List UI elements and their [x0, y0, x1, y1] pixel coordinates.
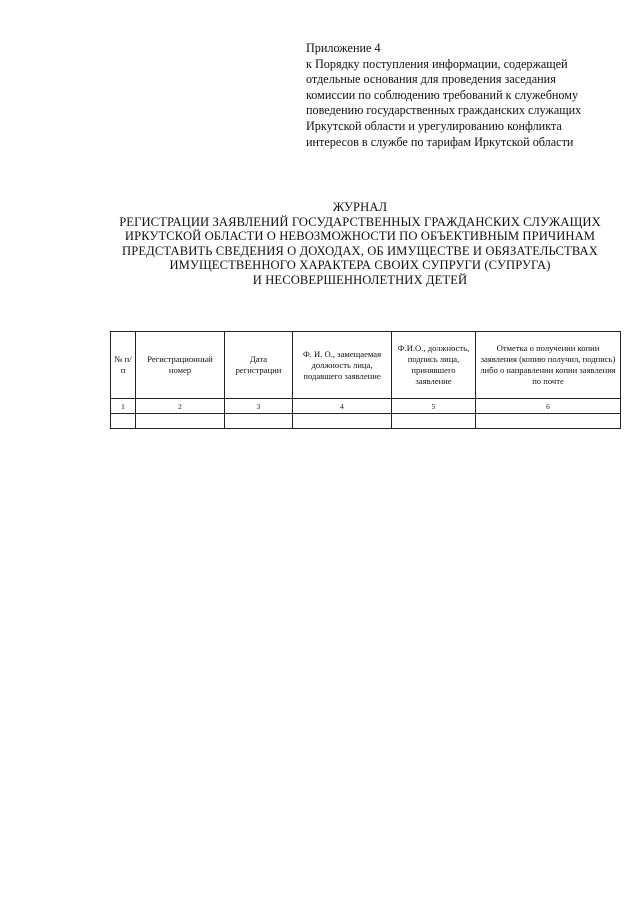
table-cell — [476, 414, 621, 429]
table-cell — [225, 414, 293, 429]
column-header-receiver: Ф.И.О., должность, подпись лица, принявшего заявление — [392, 332, 476, 399]
column-number: 4 — [293, 399, 392, 414]
column-number: 2 — [136, 399, 225, 414]
column-number-row — [111, 399, 621, 414]
table-row — [111, 414, 621, 429]
column-number: 6 — [476, 399, 621, 414]
appendix-line: Иркутской области и урегулированию конфликта — [306, 118, 562, 133]
column-header-registration-date: Дата регистрации — [225, 332, 293, 399]
appendix-line: поведению государственных гражданских служащих — [306, 103, 582, 118]
appendix-line: Приложение 4 — [306, 41, 381, 55]
title-line: ИРКУТСКОЙ ОБЛАСТИ О НЕВОЗМОЖНОСТИ ПО ОБЪЕКТИВНЫМ ПРИЧИНАМ — [124, 229, 596, 244]
table-cell — [293, 414, 392, 429]
column-header-registration-number: Регистрационный номер — [136, 332, 225, 399]
column-number: 1 — [111, 399, 136, 414]
appendix-line: отдельные основания для проведения заседания — [306, 72, 556, 87]
table-header-row — [111, 332, 621, 399]
table-cell — [111, 414, 136, 429]
column-header-applicant: Ф. И. О., замещаемая должность лица, подавшего заявление — [293, 332, 392, 399]
column-header-copy-mark: Отметка о получении копии заявления (копию получил, подпись) либо о направлении копии заявления по почте — [476, 332, 621, 399]
journal-table — [110, 331, 621, 429]
table-cell — [136, 414, 225, 429]
column-header-number: № п/п — [111, 332, 136, 399]
table-cell — [392, 414, 476, 429]
appendix-line: к Порядку поступления информации, содержащей — [306, 56, 568, 71]
appendix-line: комиссии по соблюдению требований к служебному — [306, 87, 579, 102]
title-line: РЕГИСТРАЦИИ ЗАЯВЛЕНИЙ ГОСУДАРСТВЕННЫХ ГРАЖДАНСКИХ СЛУЖАЩИХ — [119, 214, 601, 229]
document-title — [100, 200, 620, 288]
column-number: 5 — [392, 399, 476, 414]
appendix-note — [306, 41, 606, 150]
title-line: ЖУРНАЛ — [332, 200, 388, 214]
appendix-line: интересов в службе по тарифам Иркутской области — [306, 134, 574, 149]
title-line: ИМУЩЕСТВЕННОГО ХАРАКТЕРА СВОИХ СУПРУГИ (СУПРУГА) — [169, 258, 551, 273]
column-number: 3 — [225, 399, 293, 414]
title-line: ПРЕДСТАВИТЬ СВЕДЕНИЯ О ДОХОДАХ, ОБ ИМУЩЕСТВЕ И ОБЯЗАТЕЛЬСТВАХ — [122, 243, 598, 258]
title-line: И НЕСОВЕРШЕННОЛЕТНИХ ДЕТЕЙ — [252, 272, 468, 287]
